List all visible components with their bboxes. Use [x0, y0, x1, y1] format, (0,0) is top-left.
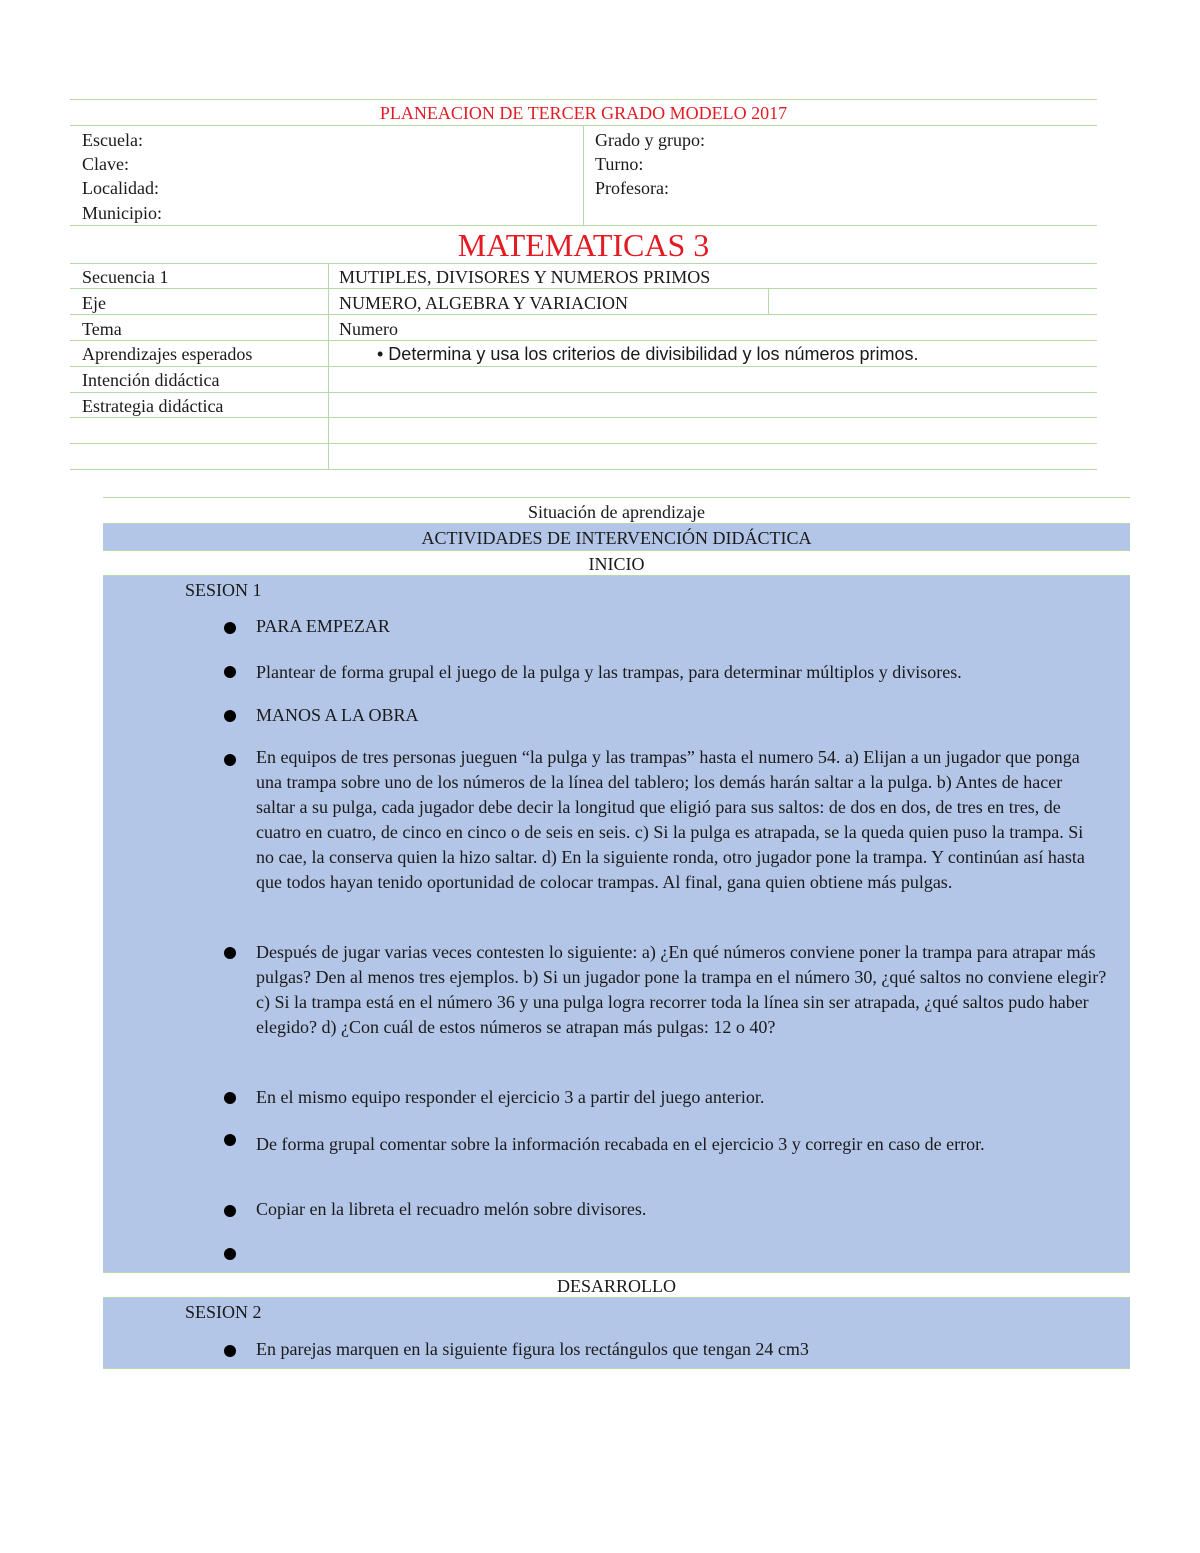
- bullet-icon: [224, 1092, 236, 1104]
- table-border: [70, 392, 1097, 393]
- row-label-eje: Eje: [82, 293, 106, 313]
- row-label-estrategia: Estrategia didáctica: [82, 396, 224, 416]
- subject-title: MATEMATICAS 3: [457, 227, 710, 263]
- row-value-tema: Numero: [339, 319, 398, 339]
- table-divider: [583, 125, 584, 225]
- row-value-eje: NUMERO, ALGEBRA Y VARIACION: [339, 293, 629, 313]
- page-title: PLANEACION DE TERCER GRADO MODELO 2017: [379, 103, 788, 123]
- table-border-top: [103, 497, 1130, 498]
- table-border: [70, 288, 1097, 289]
- table-border: [70, 314, 1097, 315]
- inicio-bullet-8: Copiar en la libreta el recuadro melón sobre divisores.: [256, 1199, 647, 1219]
- bullet-icon: [224, 1345, 236, 1357]
- session-1-label: SESION 1: [185, 580, 262, 600]
- inicio-bullet-5: Después de jugar varias veces contesten lo siguiente: a) ¿En qué números conviene poner la trampa para atrapar más pulgas? Den al menos tres ejemplos. b) Si un jugador pone la trampa en el número 30, ¿qué saltos no conviene elegir? c) Si la trampa está en el número 36 y una pulga logra recorrer toda la línea sin ser atrapada, ¿qué saltos pudo haber elegido? d) ¿Con cuál de estos números se atrapan más pulgas: 12 o 40?: [256, 942, 1107, 1037]
- bullet-icon: [224, 1205, 236, 1217]
- inicio-bullet-7: De forma grupal comentar sobre la información recabada en el ejercicio 3 y corregir en caso de error.: [256, 1134, 985, 1154]
- bullet-icon: [224, 666, 236, 678]
- row-value-aprendizajes: • Determina y usa los criterios de divisibilidad y los números primos.: [377, 344, 919, 364]
- table-border: [103, 550, 1130, 551]
- row-label-intencion: Intención didáctica: [82, 370, 220, 390]
- bullet-icon: [224, 947, 236, 959]
- field-municipio: Municipio:: [82, 203, 162, 223]
- table-border: [70, 417, 1097, 418]
- row-value-secuencia: MUTIPLES, DIVISORES Y NUMEROS PRIMOS: [339, 267, 711, 287]
- table-border: [70, 443, 1097, 444]
- field-localidad: Localidad:: [82, 178, 159, 198]
- inicio-bullet-1: PARA EMPEZAR: [256, 616, 390, 636]
- field-escuela: Escuela:: [82, 130, 143, 150]
- bullet-icon: [224, 1248, 236, 1260]
- table-border-bottom: [70, 469, 1097, 470]
- table-border: [70, 263, 1097, 264]
- row-label-secuencia: Secuencia 1: [82, 267, 169, 287]
- table-border: [103, 1272, 1130, 1273]
- desarrollo-heading: DESARROLLO: [556, 1276, 676, 1296]
- bullet-icon: [224, 754, 236, 766]
- inicio-bullet-6: En el mismo equipo responder el ejercicio 3 a partir del juego anterior.: [256, 1087, 765, 1107]
- table-border: [70, 366, 1097, 367]
- bullet-icon: [224, 710, 236, 722]
- table-border-bottom: [103, 1368, 1130, 1369]
- row-label-aprendizajes: Aprendizajes esperados: [82, 344, 253, 364]
- session-2-label: SESION 2: [185, 1302, 262, 1322]
- row-label-tema: Tema: [82, 319, 122, 339]
- inicio-heading: INICIO: [588, 554, 645, 574]
- table-divider: [768, 288, 769, 314]
- inicio-bullet-3: MANOS A LA OBRA: [256, 705, 419, 725]
- field-profesora: Profesora:: [595, 178, 669, 198]
- field-clave: Clave:: [82, 154, 129, 174]
- field-turno: Turno:: [595, 154, 644, 174]
- table-divider: [328, 263, 329, 469]
- bullet-icon: [224, 1134, 236, 1146]
- inicio-bullet-4: En equipos de tres personas jueguen “la pulga y las trampas” hasta el numero 54. a) Elijan a un jugador que ponga una trampa sobre uno de los números de la línea del tablero; los demás harán saltar a la pulga. b) Antes de hacer saltar a su pulga, cada jugador debe decir la longitud que eligió para sus saltos: de dos en dos, de tres en tres, de cuatro en cuatro, de cinco en cinco o de seis en seis. c) Si la pulga es atrapada, se la queda quien puso la trampa. Si no cae, la conserva quien la hizo saltar. d) En la siguiente ronda, otro jugador pone la trampa. Y continúan así hasta que todos hayan tenido oportunidad de colocar trampas. Al final, gana quien obtiene más pulgas.: [256, 747, 1085, 892]
- situacion-heading: Situación de aprendizaje: [528, 502, 705, 522]
- bullet-icon: [224, 622, 236, 634]
- desarrollo-bullet-1: En parejas marquen en la siguiente figura los rectángulos que tengan 24 cm3: [256, 1339, 809, 1359]
- actividades-heading: ACTIVIDADES DE INTERVENCIÓN DIDÁCTICA: [421, 528, 812, 548]
- table-border: [70, 340, 1097, 341]
- inicio-bullet-2: Plantear de forma grupal el juego de la pulga y las trampas, para determinar múltiplos y divisores.: [256, 662, 962, 682]
- table-border-top: [70, 99, 1097, 100]
- field-grado-grupo: Grado y grupo:: [595, 130, 705, 150]
